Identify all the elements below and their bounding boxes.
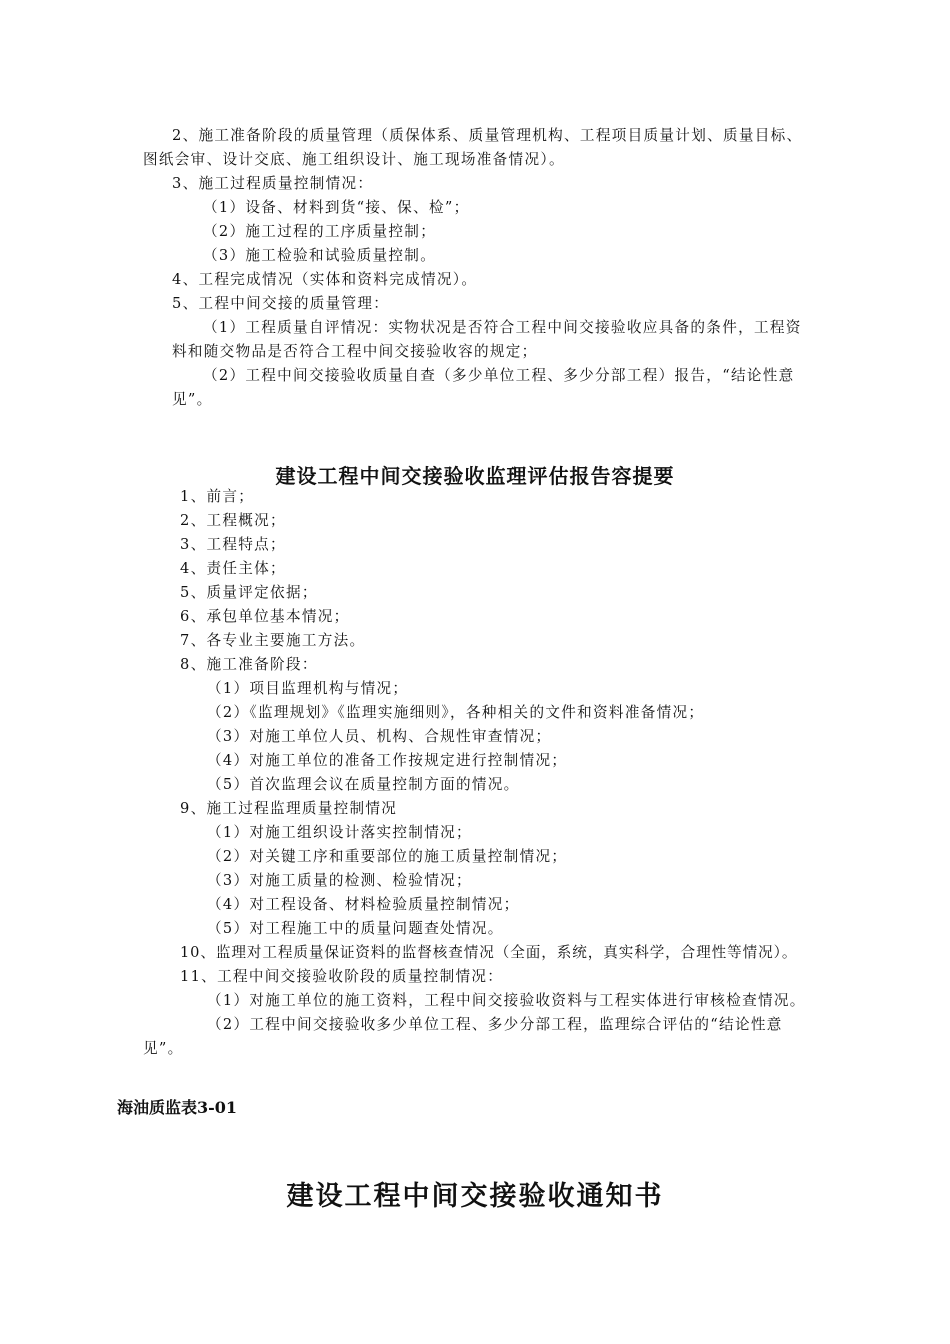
form-number: 海油质监表3-01	[117, 1098, 238, 1117]
notice-title: 建设工程中间交接验收通知书	[286, 1181, 664, 1212]
paragraph-line: （2）施工过程的工序质量控制；	[203, 223, 437, 240]
paragraph-line: （1）设备、材料到货“接、保、检”；	[203, 199, 470, 216]
list-item: 3、工程特点；	[180, 536, 286, 553]
list-subitem: （3）对施工质量的检测、检验情况；	[207, 872, 472, 889]
list-item: 8、施工准备阶段：	[180, 656, 318, 673]
list-subitem: （4）对施工单位的准备工作按规定进行控制情况；	[207, 752, 568, 769]
list-subitem: （3）对施工单位人员、机构、合规性审查情况；	[207, 728, 552, 745]
paragraph-line: 5、工程中间交接的质量管理：	[172, 295, 390, 312]
list-item: 6、承包单位基本情况；	[180, 608, 350, 625]
list-item: 7、各专业主要施工方法。	[180, 632, 366, 649]
list-subitem: （5）首次监理会议在质量控制方面的情况。	[207, 776, 520, 793]
list-item: 11、工程中间交接验收阶段的质量控制情况：	[180, 968, 504, 985]
list-subitem: （1）项目监理机构与情况；	[207, 680, 409, 697]
list-subitem: （2）工程中间交接验收多少单位工程、多少分部工程，监理综合评估的“结论性意	[207, 1016, 783, 1033]
paragraph-line: （3）施工检验和试验质量控制。	[203, 247, 437, 264]
list-item: 10、监理对工程质量保证资料的监督核查情况（全面，系统，真实科学，合理性等情况）。	[180, 944, 798, 961]
list-subitem: 见”。	[143, 1040, 184, 1057]
list-subitem: （1）对施工组织设计落实控制情况；	[207, 824, 472, 841]
paragraph-line: 4、工程完成情况（实体和资料完成情况）。	[172, 271, 478, 288]
paragraph-line: 料和随交物品是否符合工程中间交接验收容的规定；	[172, 343, 538, 360]
list-item: 1、前言；	[180, 488, 255, 505]
section-title: 建设工程中间交接验收监理评估报告容提要	[275, 464, 675, 488]
paragraph-line: 见”。	[172, 391, 213, 408]
list-item: 2、工程概况；	[180, 512, 286, 529]
paragraph-line: （1）工程质量自评情况：实物状况是否符合工程中间交接验收应具备的条件，工程资	[203, 319, 802, 336]
paragraph-line: 3、施工过程质量控制情况：	[172, 175, 374, 192]
list-subitem: （5）对工程施工中的质量问题查处情况。	[207, 920, 504, 937]
list-item: 9、施工过程监理质量控制情况	[180, 800, 398, 817]
paragraph-line: （2）工程中间交接验收质量自查（多少单位工程、多少分部工程）报告，“结论性意	[203, 367, 795, 384]
list-subitem: （4）对工程设备、材料检验质量控制情况；	[207, 896, 520, 913]
list-subitem: （1）对施工单位的施工资料，工程中间交接验收资料与工程实体进行审核检查情况。	[207, 992, 806, 1009]
list-subitem: （2）《监理规划》《监理实施细则》，各种相关的文件和资料准备情况；	[207, 704, 705, 721]
list-item: 4、责任主体；	[180, 560, 286, 577]
list-subitem: （2）对关键工序和重要部位的施工质量控制情况；	[207, 848, 568, 865]
paragraph-line: 图纸会审、设计交底、施工组织设计、施工现场准备情况）。	[143, 151, 565, 168]
list-item: 5、质量评定依据；	[180, 584, 318, 601]
paragraph-line: 2、施工准备阶段的质量管理（质保体系、质量管理机构、工程项目质量计划、质量目标、	[172, 127, 803, 144]
